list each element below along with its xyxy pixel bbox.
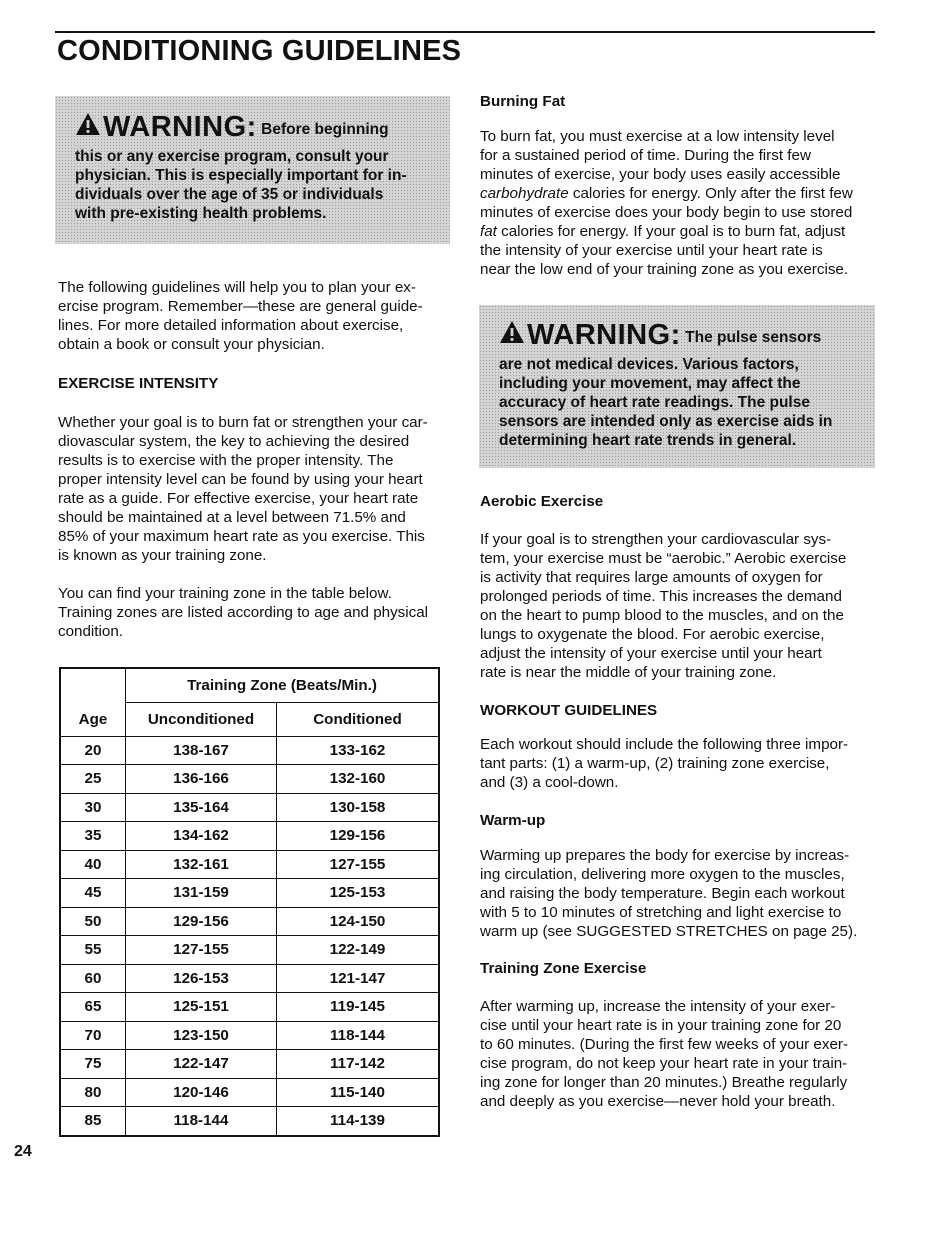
text-span: calories for energy. If your goal is to burn fat, adjust	[496, 223, 846, 240]
table-row	[60, 793, 439, 822]
text-line: to 60 minutes. (During the first few weeks of your exer-	[480, 1036, 849, 1053]
workout-guidelines-section	[480, 701, 880, 720]
text-line: ercise program. Remember—these are general guide-	[58, 298, 423, 315]
training-zone-table	[59, 667, 440, 1137]
age-cell: 65	[60, 993, 126, 1022]
warning-line: physician. This is especially important for in-	[75, 167, 407, 184]
exercise-intensity-section	[58, 374, 458, 393]
age-cell: 75	[60, 1050, 126, 1079]
intensity-paragraph-2	[58, 584, 458, 641]
text-line: If your goal is to strengthen your cardiovascular sys-	[480, 531, 832, 548]
text-line: is known as your training zone.	[58, 547, 267, 564]
section-heading: Training Zone Exercise	[480, 960, 647, 977]
age-cell: 25	[60, 765, 126, 794]
text-line: The following guidelines will help you to plan your ex-	[58, 279, 416, 296]
text-span: calories for energy. Only after the first few	[568, 185, 853, 202]
warning-line: are not medical devices. Various factors,	[499, 356, 799, 373]
unconditioned-cell: 138-167	[126, 736, 277, 765]
conditioned-cell: 130-158	[277, 793, 440, 822]
age-cell: 40	[60, 850, 126, 879]
table-row	[60, 822, 439, 851]
unconditioned-cell: 134-162	[126, 822, 277, 851]
text-line: is activity that requires large amounts of oxygen for	[480, 569, 823, 586]
section-heading: Aerobic Exercise	[480, 493, 604, 510]
unconditioned-cell: 118-144	[126, 1107, 277, 1136]
conditioned-cell: 118-144	[277, 1021, 440, 1050]
age-cell: 35	[60, 822, 126, 851]
warmup-paragraph	[480, 846, 880, 941]
text-line: warm up (see SUGGESTED STRETCHES on page 25).	[480, 923, 858, 940]
conditioned-cell: 125-153	[277, 879, 440, 908]
text-line: Warming up prepares the body for exercise by increas-	[480, 847, 850, 864]
aerobic-section	[480, 492, 880, 511]
text-line: on the heart to pump blood to the muscles, and on the	[480, 607, 844, 624]
text-line: rate as a guide. For effective exercise, your heart rate	[58, 490, 419, 507]
table-body	[60, 736, 439, 1136]
unconditioned-cell: 120-146	[126, 1078, 277, 1107]
text-line: cise program, do not keep your heart rate in your train-	[480, 1055, 848, 1072]
age-cell: 85	[60, 1107, 126, 1136]
warning-triangle-icon	[75, 112, 101, 147]
text-line: adjust the intensity of your exercise until your heart	[480, 645, 822, 662]
unconditioned-cell: 129-156	[126, 907, 277, 936]
title-rule	[55, 31, 875, 33]
unconditioned-cell: 123-150	[126, 1021, 277, 1050]
unconditioned-cell: 135-164	[126, 793, 277, 822]
text-line: for a sustained period of time. During the first few	[480, 147, 811, 164]
age-cell: 30	[60, 793, 126, 822]
text-line: results is to exercise with the proper intensity. The	[58, 452, 394, 469]
unconditioned-cell: 131-159	[126, 879, 277, 908]
age-cell: 50	[60, 907, 126, 936]
table-row	[60, 1107, 439, 1136]
table-corner-cell	[60, 668, 126, 703]
text-line: prolonged periods of time. This increases the demand	[480, 588, 842, 605]
text-line: ing zone for longer than 20 minutes.) Breathe regularly	[480, 1074, 848, 1091]
warning-line: dividuals over the age of 35 or individuals	[75, 186, 384, 203]
section-heading: Warm-up	[480, 812, 546, 829]
warning-label: WARNING:	[103, 111, 257, 143]
text-line: diovascular system, the key to achieving the desired	[58, 433, 410, 450]
warning-lead-text: Before beginning	[261, 121, 389, 138]
age-cell: 45	[60, 879, 126, 908]
text-line: tant parts: (1) a warm-up, (2) training zone exercise,	[480, 755, 830, 772]
table-row	[60, 964, 439, 993]
text-line: cise until your heart rate is in your training zone for 20	[480, 1017, 842, 1034]
text-line: the intensity of your exercise until your heart rate is	[480, 242, 823, 259]
warmup-section	[480, 811, 880, 830]
conditioned-cell: 122-149	[277, 936, 440, 965]
aerobic-paragraph	[480, 530, 880, 682]
text-line: You can find your training zone in the table below.	[58, 585, 392, 602]
age-cell: 60	[60, 964, 126, 993]
training-zone-exercise-paragraph	[480, 997, 880, 1111]
table-header-row	[60, 703, 439, 737]
unconditioned-cell: 127-155	[126, 936, 277, 965]
conditioned-cell: 127-155	[277, 850, 440, 879]
text-line: should be maintained at a level between 71.5% and	[58, 509, 406, 526]
text-line: lines. For more detailed information about exercise,	[58, 317, 404, 334]
warning-box-pulse-sensors	[479, 305, 875, 468]
column-header-unconditioned: Unconditioned	[126, 703, 277, 737]
text-line: ing circulation, delivering more oxygen to the muscles,	[480, 866, 845, 883]
burning-fat-section	[480, 92, 880, 111]
section-heading: Burning Fat	[480, 93, 566, 110]
unconditioned-cell: 122-147	[126, 1050, 277, 1079]
conditioned-cell: 132-160	[277, 765, 440, 794]
age-cell: 55	[60, 936, 126, 965]
table-row	[60, 765, 439, 794]
warning-line: including your movement, may affect the	[499, 375, 801, 392]
warning-line: accuracy of heart rate readings. The pulse	[499, 394, 810, 411]
page-number: 24	[14, 1143, 32, 1160]
training-zone-exercise-section	[480, 959, 880, 978]
unconditioned-cell: 125-151	[126, 993, 277, 1022]
text-line: and (3) a cool-down.	[480, 774, 619, 791]
warning-box-exercise	[55, 96, 450, 244]
text-line: lungs to oxygenate the blood. For aerobic exercise,	[480, 626, 825, 643]
section-heading: WORKOUT GUIDELINES	[480, 702, 658, 719]
intensity-paragraph-1	[58, 413, 458, 565]
text-line: minutes of exercise does your body begin to use stored	[480, 204, 853, 221]
unconditioned-cell: 126-153	[126, 964, 277, 993]
warning-triangle-icon	[499, 320, 525, 355]
emphasis-text: fat	[480, 223, 497, 240]
text-line: near the low end of your training zone as you exercise.	[480, 261, 849, 278]
text-line: 85% of your maximum heart rate as you exercise. This	[58, 528, 425, 545]
text-line: Whether your goal is to burn fat or strengthen your car-	[58, 414, 428, 431]
conditioned-cell: 119-145	[277, 993, 440, 1022]
table-row	[60, 1050, 439, 1079]
burning-fat-paragraph	[480, 127, 880, 279]
text-line: condition.	[58, 623, 124, 640]
text-line: rate is near the middle of your training zone.	[480, 664, 777, 681]
page-title: CONDITIONING GUIDELINES	[57, 35, 462, 67]
conditioned-cell: 133-162	[277, 736, 440, 765]
text-line: proper intensity level can be found by using your heart	[58, 471, 423, 488]
conditioned-cell: 124-150	[277, 907, 440, 936]
table-row	[60, 907, 439, 936]
unconditioned-cell: 136-166	[126, 765, 277, 794]
text-line: Training zones are listed according to age and physical	[58, 604, 429, 621]
table-row	[60, 850, 439, 879]
table-group-header: Training Zone (Beats/Min.)	[126, 668, 440, 703]
warning-line: determining heart rate trends in general.	[499, 432, 797, 449]
conditioned-cell: 129-156	[277, 822, 440, 851]
intro-paragraph	[58, 278, 458, 354]
warning-line: this or any exercise program, consult your	[75, 148, 389, 165]
warning-label: WARNING:	[527, 319, 681, 351]
warning-lead-text: The pulse sensors	[685, 329, 822, 346]
section-heading: EXERCISE INTENSITY	[58, 375, 219, 392]
table-row	[60, 1078, 439, 1107]
table-row	[60, 736, 439, 765]
text-line: with 5 to 10 minutes of stretching and light exercise to	[480, 904, 842, 921]
table-row	[60, 1021, 439, 1050]
workout-paragraph	[480, 735, 880, 792]
age-cell: 20	[60, 736, 126, 765]
text-line: obtain a book or consult your physician.	[58, 336, 325, 353]
text-line	[480, 222, 880, 241]
text-line: minutes of exercise, your body uses easily accessible	[480, 166, 841, 183]
unconditioned-cell: 132-161	[126, 850, 277, 879]
text-line: Each workout should include the following three impor-	[480, 736, 849, 753]
table-group-header-row	[60, 668, 439, 703]
text-line	[480, 184, 880, 203]
age-cell: 70	[60, 1021, 126, 1050]
conditioned-cell: 115-140	[277, 1078, 440, 1107]
table-row	[60, 936, 439, 965]
warning-line: with pre-existing health problems.	[75, 205, 327, 222]
conditioned-cell: 117-142	[277, 1050, 440, 1079]
conditioned-cell: 121-147	[277, 964, 440, 993]
emphasis-text: carbohydrate	[480, 185, 569, 202]
column-header-age: Age	[60, 703, 126, 737]
text-line: and raising the body temperature. Begin each workout	[480, 885, 845, 902]
column-header-conditioned: Conditioned	[277, 703, 440, 737]
warning-line: sensors are intended only as exercise aids in	[499, 413, 833, 430]
text-line: After warming up, increase the intensity of your exer-	[480, 998, 836, 1015]
age-cell: 80	[60, 1078, 126, 1107]
conditioned-cell: 114-139	[277, 1107, 440, 1136]
table-row	[60, 879, 439, 908]
text-line: To burn fat, you must exercise at a low intensity level	[480, 128, 835, 145]
table-row	[60, 993, 439, 1022]
text-line: tem, your exercise must be “aerobic.” Aerobic exercise	[480, 550, 847, 567]
text-line: and deeply as you exercise—never hold your breath.	[480, 1093, 836, 1110]
